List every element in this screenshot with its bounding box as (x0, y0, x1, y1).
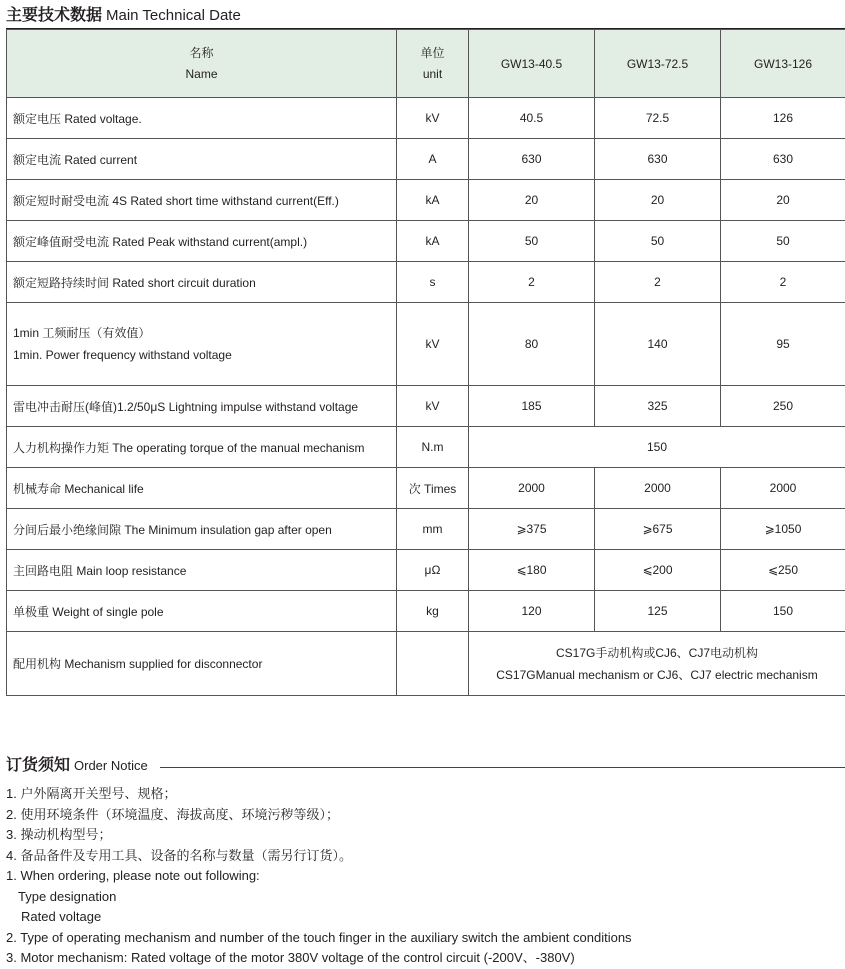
row-value: 150 (721, 591, 845, 632)
row-unit: kA (397, 180, 469, 221)
row-value: ⩾1050 (721, 509, 845, 550)
table-row (7, 632, 845, 696)
row-value: 630 (595, 139, 721, 180)
table-row (7, 139, 845, 180)
row-value: ⩽200 (595, 550, 721, 591)
row-value: 630 (721, 139, 845, 180)
row-unit: s (397, 262, 469, 303)
row-value: 40.5 (469, 98, 595, 139)
row-value: ⩾675 (595, 509, 721, 550)
row-value: 72.5 (595, 98, 721, 139)
header-name-cn: 名称 (7, 43, 396, 64)
row-value: 185 (469, 386, 595, 427)
row-name: 额定峰值耐受电流 Rated Peak withstand current(ampl.) (7, 221, 397, 262)
list-item: Type designation (6, 887, 632, 908)
row-value: 80 (469, 303, 595, 386)
row-name: 额定电压 Rated voltage. (7, 98, 397, 139)
table-row (7, 550, 845, 591)
list-item: 2. 使用环境条件（环境温度、海拔高度、环境污秽等级）； (6, 805, 632, 826)
row-unit: kA (397, 221, 469, 262)
row-value: ⩽250 (721, 550, 845, 591)
header-unit-cn: 单位 (397, 43, 468, 64)
order-title-en: Order Notice (74, 758, 148, 773)
order-notice-title (6, 752, 148, 775)
row-name: 机械寿命 Mechanical life (7, 468, 397, 509)
list-item: 3. 操动机构型号； (6, 825, 632, 846)
row-unit: mm (397, 509, 469, 550)
header-model-2: GW13-72.5 (595, 30, 721, 98)
section-title-cn: 主要技术数据 (6, 2, 102, 25)
row-value: 2 (469, 262, 595, 303)
row-value: 120 (469, 591, 595, 632)
row-name: 额定短时耐受电流 4S Rated short time withstand current(Eff.) (7, 180, 397, 221)
table-row (7, 427, 845, 468)
row-value: ⩽180 (469, 550, 595, 591)
row-value: 140 (595, 303, 721, 386)
row-value: 95 (721, 303, 845, 386)
list-item: 3. Motor mechanism: Rated voltage of the motor 380V voltage of the control circuit (-200V、-380V) (6, 948, 632, 969)
row-unit: N.m (397, 427, 469, 468)
row-value: 50 (721, 221, 845, 262)
row-value: 250 (721, 386, 845, 427)
list-item: 1. When ordering, please note out following: (6, 866, 632, 887)
list-item: 2. Type of operating mechanism and number of the touch finger in the auxiliary switch the ambient conditions (6, 928, 632, 949)
list-item: Rated voltage (6, 907, 632, 928)
header-name-cell (7, 30, 397, 98)
row-unit: kV (397, 98, 469, 139)
header-model-3: GW13-126 (721, 30, 845, 98)
row-value: 50 (469, 221, 595, 262)
row-value: 20 (469, 180, 595, 221)
technical-data-table (6, 29, 845, 696)
row-value: 630 (469, 139, 595, 180)
row-unit: kg (397, 591, 469, 632)
row-name: 额定电流 Rated current (7, 139, 397, 180)
row-unit: 次 Times (397, 468, 469, 509)
row-name: 雷电冲击耐压(峰值)1.2/50μS Lightning impulse withstand voltage (7, 386, 397, 427)
table-row (7, 591, 845, 632)
mechanism-en: CS17GManual mechanism or CJ6、CJ7 electric mechanism (469, 664, 845, 686)
row-value: 2 (721, 262, 845, 303)
row-value: 2000 (469, 468, 595, 509)
section-title-en: Main Technical Date (106, 7, 241, 24)
row-unit: kV (397, 386, 469, 427)
row-name-line2: 1min. Power frequency withstand voltage (13, 344, 396, 366)
row-value: ⩾375 (469, 509, 595, 550)
header-unit-cell (397, 30, 469, 98)
row-unit: A (397, 139, 469, 180)
row-merged-value (469, 632, 845, 696)
row-value: 50 (595, 221, 721, 262)
row-value: 2 (595, 262, 721, 303)
row-unit (397, 632, 469, 696)
table-header-row (7, 30, 845, 98)
table-row (7, 262, 845, 303)
list-item: 1. 户外隔离开关型号、规格； (6, 784, 632, 805)
header-unit-en: unit (397, 64, 468, 85)
mechanism-cn: CS17G手动机构或CJ6、CJ7电动机构 (469, 642, 845, 664)
header-model-1: GW13-40.5 (469, 30, 595, 98)
row-unit: kV (397, 303, 469, 386)
table-row (7, 509, 845, 550)
order-title-cn: 订货须知 (6, 752, 70, 775)
row-value: 325 (595, 386, 721, 427)
row-name: 额定短路持续时间 Rated short circuit duration (7, 262, 397, 303)
list-item: 4. 备品备件及专用工具、设备的名称与数量（需另行订货）。 (6, 846, 632, 867)
row-value: 126 (721, 98, 845, 139)
row-value: 20 (721, 180, 845, 221)
row-merged-value: 150 (469, 427, 845, 468)
table-row (7, 98, 845, 139)
row-value: 2000 (721, 468, 845, 509)
table-row (7, 303, 845, 386)
row-unit: μΩ (397, 550, 469, 591)
section-title (6, 2, 241, 24)
row-name-line1: 1min 工频耐压（有效值） (13, 322, 396, 344)
order-notice-list (6, 784, 632, 969)
row-name: 单极重 Weight of single pole (7, 591, 397, 632)
table-row (7, 386, 845, 427)
row-value: 20 (595, 180, 721, 221)
row-name: 主回路电阻 Main loop resistance (7, 550, 397, 591)
row-name: 配用机构 Mechanism supplied for disconnector (7, 632, 397, 696)
row-name: 分间后最小绝缘间隙 The Minimum insulation gap after open (7, 509, 397, 550)
table-row (7, 221, 845, 262)
row-value: 2000 (595, 468, 721, 509)
table-row (7, 468, 845, 509)
order-divider (160, 767, 845, 768)
row-name (7, 303, 397, 386)
header-name-en: Name (7, 64, 396, 85)
table-row (7, 180, 845, 221)
row-name: 人力机构操作力矩 The operating torque of the manual mechanism (7, 427, 397, 468)
row-value: 125 (595, 591, 721, 632)
